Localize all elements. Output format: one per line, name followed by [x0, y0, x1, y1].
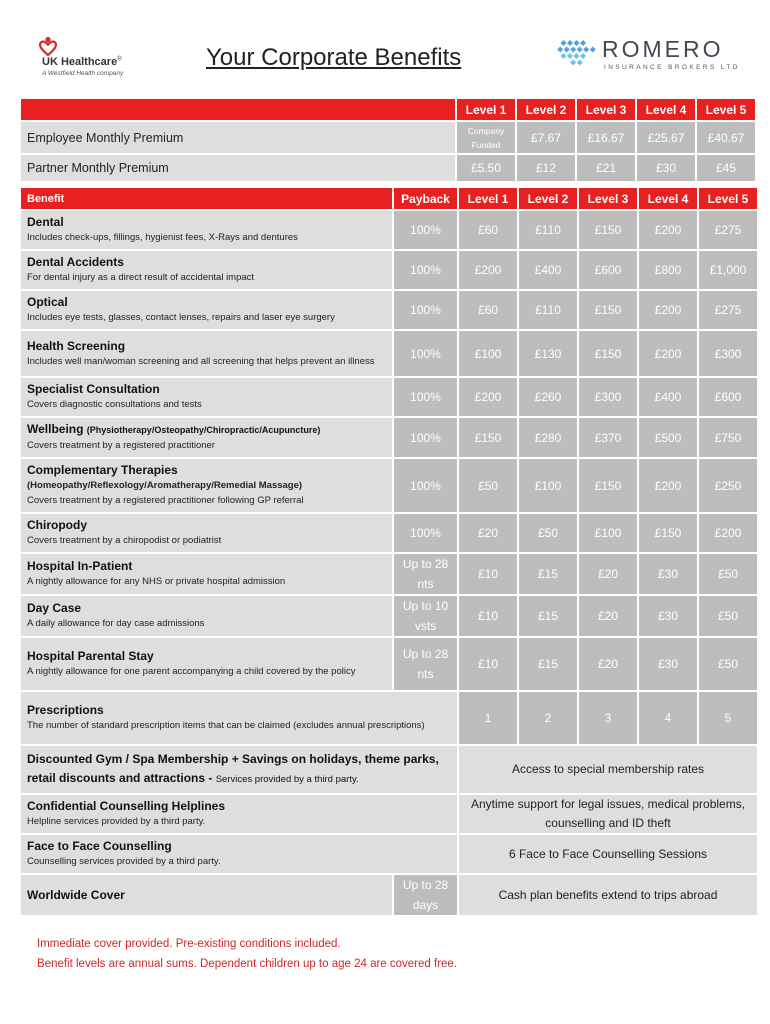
premium-value: £7.67 [517, 122, 575, 153]
premium-header-row [21, 99, 755, 120]
level-value: £300 [579, 378, 637, 416]
premium-level-header: Level 3 [577, 99, 635, 120]
benefit-desc: Includes eye tests, glasses, contact lenses, repairs and laser eye surgery [27, 312, 335, 323]
level-column-header: Level 1 [459, 188, 517, 209]
benefit-wide-row [21, 795, 757, 833]
premium-value: £16.67 [577, 122, 635, 153]
diamond-mark [561, 53, 567, 59]
benefit-label-cell [21, 211, 392, 249]
benefit-title-text: Day Case [27, 601, 82, 615]
diamond-mark [590, 47, 596, 53]
benefit-row [21, 251, 757, 289]
benefit-row [21, 459, 757, 512]
benefit-row [21, 514, 757, 552]
premium-value: £30 [637, 155, 695, 181]
diamond-mark [577, 47, 583, 53]
level-value: £110 [519, 291, 577, 329]
benefit-desc: A nightly allowance for one parent accompanying a child covered by the policy [27, 666, 356, 677]
benefit-label-cell [21, 331, 392, 376]
benefit-title [27, 799, 451, 814]
premium-row-employee [21, 122, 755, 153]
benefit-row [21, 331, 757, 376]
benefit-row [21, 291, 757, 329]
romero-logo [552, 36, 742, 76]
benefit-label-cell [21, 746, 457, 793]
benefit-desc: A daily allowance for day case admissions [27, 618, 205, 629]
diamond-grid-icon [552, 38, 596, 68]
level-value: 3 [579, 692, 637, 744]
premium-level-header: Level 4 [637, 99, 695, 120]
benefit-title-text: Optical [27, 295, 68, 309]
payback-value: 100% [394, 331, 457, 376]
benefit-title-text: Dental Accidents [27, 255, 124, 269]
premium-row-label: Employee Monthly Premium [21, 122, 455, 153]
level-value: £600 [699, 378, 757, 416]
diamond-mark [574, 40, 580, 46]
level-value: £200 [639, 459, 697, 512]
benefit-label-cell [21, 291, 392, 329]
level-value: 4 [639, 692, 697, 744]
uk-healthcare-tagline: A Westfield Health company [42, 70, 124, 77]
benefit-label-cell [21, 514, 392, 552]
benefit-table [19, 186, 759, 917]
payback-value: 100% [394, 378, 457, 416]
benefit-summary-text: 6 Face to Face Counselling Sessions [459, 835, 757, 873]
benefit-row [21, 692, 757, 744]
benefit-desc: Covers treatment by a registered practitioner following GP referral [27, 495, 304, 506]
level-value: £20 [579, 596, 637, 636]
benefit-title [27, 649, 386, 664]
level-value: £60 [459, 291, 517, 329]
diamond-mark [583, 47, 589, 53]
page-title: Your Corporate Benefits [206, 44, 462, 71]
level-value: £800 [639, 251, 697, 289]
level-value: £60 [459, 211, 517, 249]
benefit-title [27, 463, 386, 478]
payback-value: Up to 28 days [394, 875, 457, 915]
level-column-header: Level 4 [639, 188, 697, 209]
benefit-title-text: Dental [27, 215, 64, 229]
level-value: £100 [459, 331, 517, 376]
level-value: £10 [459, 554, 517, 594]
benefit-title-text: Chiropody [27, 518, 87, 532]
level-value: £20 [459, 514, 517, 552]
premium-value: £40.67 [697, 122, 755, 153]
benefit-label-cell [21, 378, 392, 416]
heart-people-icon [38, 36, 58, 56]
payback-value: 100% [394, 251, 457, 289]
premium-table [19, 97, 757, 183]
benefit-label-cell [21, 638, 392, 690]
benefit-label-cell [21, 795, 457, 833]
level-value: £370 [579, 418, 637, 457]
level-value: £500 [639, 418, 697, 457]
diamond-mark [561, 40, 567, 46]
benefit-desc: Covers treatment by a registered practitioner [27, 440, 215, 451]
diamond-mark [574, 53, 580, 59]
level-value: £750 [699, 418, 757, 457]
benefit-desc: Includes well man/woman screening and all screening that helps prevent an illness [27, 355, 375, 367]
level-value: £150 [579, 291, 637, 329]
benefit-title-paren: (Physiotherapy/Osteopathy/Chiropractic/Acupuncture) [86, 425, 321, 435]
diamond-mark [570, 60, 576, 66]
benefit-row [21, 418, 757, 457]
benefit-title [27, 255, 386, 270]
benefit-desc: Helpline services provided by a third party. [27, 816, 206, 827]
benefit-desc: Counselling services provided by a third party. [27, 856, 221, 867]
benefit-summary-text: Access to special membership rates [459, 746, 757, 793]
benefit-desc-bold: (Homeopathy/Reflexology/Aromatherapy/Remedial Massage) [27, 480, 303, 491]
benefit-desc: Covers diagnostic consultations and tests [27, 399, 202, 410]
benefit-row [21, 638, 757, 690]
benefit-wide-row [21, 746, 757, 793]
benefit-desc: Includes check-ups, fillings, hygienist fees, X-Rays and dentures [27, 232, 298, 243]
level-value: £150 [459, 418, 517, 457]
level-value: £130 [519, 331, 577, 376]
benefit-title [27, 839, 451, 854]
level-value: 1 [459, 692, 517, 744]
level-value: £100 [579, 514, 637, 552]
diamond-mark [557, 47, 563, 53]
benefit-title-text: Face to Face Counselling [27, 839, 172, 853]
level-value: £50 [519, 514, 577, 552]
benefit-label-cell [21, 418, 392, 457]
level-value: £150 [639, 514, 697, 552]
benefit-label-cell [21, 596, 392, 636]
premium-header-blank [21, 99, 455, 120]
benefit-title [27, 750, 451, 789]
payback-column-header: Payback [394, 188, 457, 209]
diamond-mark [567, 40, 573, 46]
premium-value: £45 [697, 155, 755, 181]
benefit-title-text: Confidential Counselling Helplines [27, 799, 226, 813]
level-value: £110 [519, 211, 577, 249]
benefit-title-text: Hospital Parental Stay [27, 649, 154, 663]
premium-row-label: Partner Monthly Premium [21, 155, 455, 181]
diamond-mark [577, 60, 583, 66]
level-column-header: Level 3 [579, 188, 637, 209]
benefit-label-cell [21, 251, 392, 289]
level-value: £400 [639, 378, 697, 416]
payback-value: 100% [394, 418, 457, 457]
payback-value: Up to 28 nts [394, 554, 457, 594]
uk-healthcare-logo [32, 34, 142, 82]
level-value: £200 [459, 251, 517, 289]
level-value: 5 [699, 692, 757, 744]
level-value: £400 [519, 251, 577, 289]
level-value: £260 [519, 378, 577, 416]
level-value: £30 [639, 554, 697, 594]
premium-value: £12 [517, 155, 575, 181]
benefit-title [27, 601, 386, 616]
level-value: £200 [459, 378, 517, 416]
benefit-label-cell [21, 459, 392, 512]
premium-value: Company Funded [457, 122, 515, 153]
level-value: £600 [579, 251, 637, 289]
diamond-mark [580, 53, 586, 59]
level-value: £10 [459, 638, 517, 690]
benefit-row [21, 211, 757, 249]
level-value: £50 [699, 554, 757, 594]
benefit-title-text: Prescriptions [27, 703, 104, 717]
benefit-title [27, 518, 386, 533]
payback-value: Up to 10 vsts [394, 596, 457, 636]
benefit-label-cell [21, 835, 457, 873]
level-value: £200 [699, 514, 757, 552]
level-value: £30 [639, 596, 697, 636]
payback-value: 100% [394, 459, 457, 512]
payback-value: 100% [394, 291, 457, 329]
level-value: £30 [639, 638, 697, 690]
payback-value: 100% [394, 514, 457, 552]
level-value: 2 [519, 692, 577, 744]
level-value: £150 [579, 211, 637, 249]
benefit-summary-text: Cash plan benefits extend to trips abroad [459, 875, 757, 915]
level-value: £200 [639, 331, 697, 376]
benefit-desc: The number of standard prescription items that can be claimed (excludes annual prescriptions) [27, 720, 425, 731]
benefit-title [27, 215, 386, 230]
level-value: £10 [459, 596, 517, 636]
payback-value: 100% [394, 211, 457, 249]
benefit-wide-row [21, 835, 757, 873]
level-value: £15 [519, 554, 577, 594]
level-value: £15 [519, 596, 577, 636]
footer-notes [37, 934, 757, 974]
benefit-title [27, 382, 386, 397]
diamond-mark [570, 47, 576, 53]
benefit-title [27, 888, 386, 903]
level-value: £200 [639, 211, 697, 249]
level-value: £280 [519, 418, 577, 457]
level-value: £50 [699, 596, 757, 636]
benefit-label-cell [21, 554, 392, 594]
benefit-title [27, 559, 386, 574]
level-value: £250 [699, 459, 757, 512]
benefit-row [21, 596, 757, 636]
level-value: £300 [699, 331, 757, 376]
level-value: £50 [459, 459, 517, 512]
level-value: £150 [579, 331, 637, 376]
level-value: £20 [579, 638, 637, 690]
level-value: £50 [699, 638, 757, 690]
level-value: £275 [699, 211, 757, 249]
benefit-title-text: Discounted Gym / Spa Membership + Savings on holidays, theme parks, retail discounts and attractions - [27, 752, 439, 785]
benefit-title [27, 339, 386, 354]
level-value: £275 [699, 291, 757, 329]
benefit-label-cell [21, 692, 457, 744]
romero-tagline: INSURANCE BROKERS LTD [604, 64, 740, 71]
benefit-title-text: Hospital In-Patient [27, 559, 133, 573]
benefit-title-text: Wellbeing [27, 422, 84, 436]
benefit-row [21, 554, 757, 594]
benefit-title-sub: Services provided by a third party. [215, 774, 359, 785]
diamond-mark [567, 53, 573, 59]
romero-name: ROMERO [602, 36, 724, 62]
level-value: £1,000 [699, 251, 757, 289]
benefit-title [27, 295, 386, 310]
benefit-header-row [21, 188, 757, 209]
benefit-desc: Covers treatment by a chiropodist or podiatrist [27, 535, 222, 546]
premium-value: £25.67 [637, 122, 695, 153]
level-column-header: Level 2 [519, 188, 577, 209]
benefit-summary-text: Anytime support for legal issues, medical problems, counselling and ID theft [459, 795, 757, 833]
benefit-row [21, 378, 757, 416]
benefit-desc: A nightly allowance for any NHS or private hospital admission [27, 576, 286, 587]
benefit-desc: For dental injury as a direct result of accidental impact [27, 272, 255, 283]
benefit-title [27, 703, 451, 718]
level-value: £200 [639, 291, 697, 329]
level-value: £150 [579, 459, 637, 512]
benefit-label-cell [21, 875, 392, 915]
level-column-header: Level 5 [699, 188, 757, 209]
benefit-title-text: Health Screening [27, 338, 126, 353]
premium-value: £21 [577, 155, 635, 181]
diamond-mark [580, 40, 586, 46]
footer-line: Immediate cover provided. Pre-existing conditions included. [37, 938, 341, 950]
payback-value: Up to 28 nts [394, 638, 457, 690]
premium-level-header: Level 2 [517, 99, 575, 120]
premium-level-header: Level 5 [697, 99, 755, 120]
page-header [0, 0, 770, 90]
benefit-column-header: Benefit [21, 188, 392, 209]
level-value: £15 [519, 638, 577, 690]
footer-line: Benefit levels are annual sums. Dependent children up to age 24 are covered free. [37, 958, 458, 970]
benefit-title-text: Specialist Consultation [27, 382, 160, 396]
benefit-title [27, 422, 386, 438]
benefit-title-text: Complementary Therapies [27, 463, 178, 477]
premium-row-partner [21, 155, 755, 181]
uk-healthcare-name: UK Healthcare® [42, 56, 122, 68]
benefit-wide-row [21, 875, 757, 915]
premium-level-header: Level 1 [457, 99, 515, 120]
level-value: £100 [519, 459, 577, 512]
level-value: £20 [579, 554, 637, 594]
benefit-title-text: Worldwide Cover [27, 887, 125, 902]
premium-value: £5.50 [457, 155, 515, 181]
diamond-mark [564, 47, 570, 53]
